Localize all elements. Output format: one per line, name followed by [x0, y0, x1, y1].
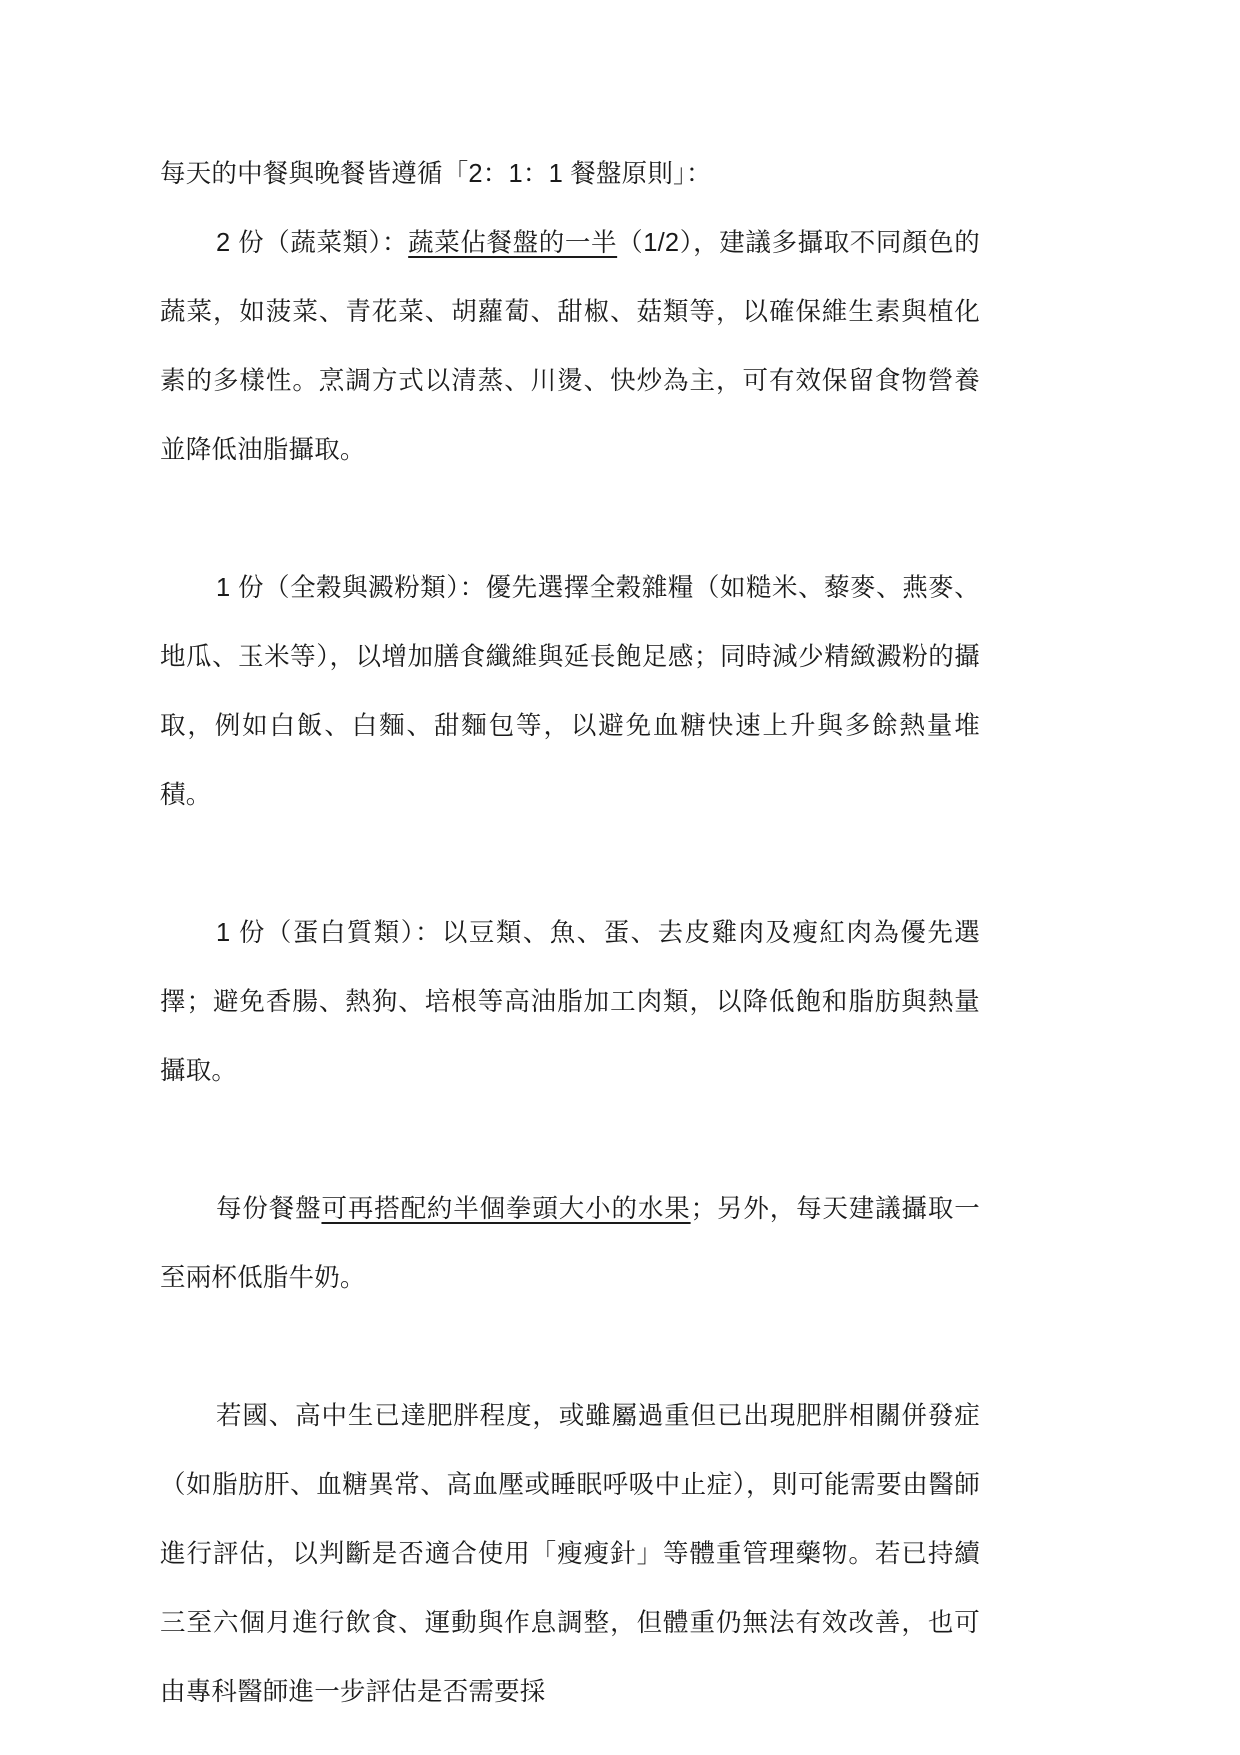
- protein-text: 1 份（蛋白質類）：以豆類、魚、蛋、去皮雞肉及瘦紅肉為優先選擇；避免香腸、熱狗、培根等高油脂加工肉類，以降低飽和脂肪與熱量攝取。: [160, 919, 980, 1085]
- paragraph-spacer-1: [160, 485, 980, 554]
- fruit-rest-text: ；另外，每天建議攝取一至兩杯低脂牛奶。: [160, 1195, 980, 1292]
- document-body: [160, 140, 980, 1727]
- vegetables-prefix-text: 2 份（蔬菜類）：: [216, 229, 409, 257]
- paragraph-vegetables: [160, 209, 980, 485]
- paragraph-spacer-3: [160, 1106, 980, 1175]
- paragraph-grains: [160, 554, 980, 830]
- intro-text: 每天的中餐與晚餐皆遵循「2：1：1 餐盤原則」：: [160, 160, 712, 188]
- fruit-prefix-text: 每份餐盤: [216, 1195, 322, 1223]
- paragraph-spacer-2: [160, 830, 980, 899]
- paragraph-fruit-dairy: [160, 1175, 980, 1313]
- paragraph-medical-evaluation: [160, 1382, 980, 1727]
- fruit-underlined-text: 可再搭配約半個拳頭大小的水果: [321, 1195, 691, 1223]
- paragraph-protein: [160, 899, 980, 1106]
- medical-text: 若國、高中生已達肥胖程度，或雖屬過重但已出現肥胖相關併發症（如脂肪肝、血糖異常、高血壓或睡眠呼吸中止症），則可能需要由醫師進行評估，以判斷是否適合使用「瘦瘦針」等體重管理藥物。若已持續三至六個月進行飲食、運動與作息調整，但體重仍無法有效改善，也可由專科醫師進一步評估是否需要採: [160, 1402, 980, 1706]
- vegetables-rest-text: （1/2），建議多攝取不同顏色的蔬菜，如菠菜、青花菜、胡蘿蔔、甜椒、菇類等，以確保維生素與植化素的多樣性。烹調方式以清蒸、川燙、快炒為主，可有效保留食物營養並降低油脂攝取。: [160, 229, 980, 464]
- grains-text: 1 份（全穀與澱粉類）：優先選擇全穀雜糧（如糙米、藜麥、燕麥、地瓜、玉米等），以增加膳食纖維與延長飽足感；同時減少精緻澱粉的攝取，例如白飯、白麵、甜麵包等，以避免血糖快速上升與多餘熱量堆積。: [160, 574, 980, 809]
- paragraph-intro: [160, 140, 980, 209]
- vegetables-underlined-text: 蔬菜佔餐盤的一半: [408, 229, 618, 257]
- paragraph-spacer-4: [160, 1313, 980, 1382]
